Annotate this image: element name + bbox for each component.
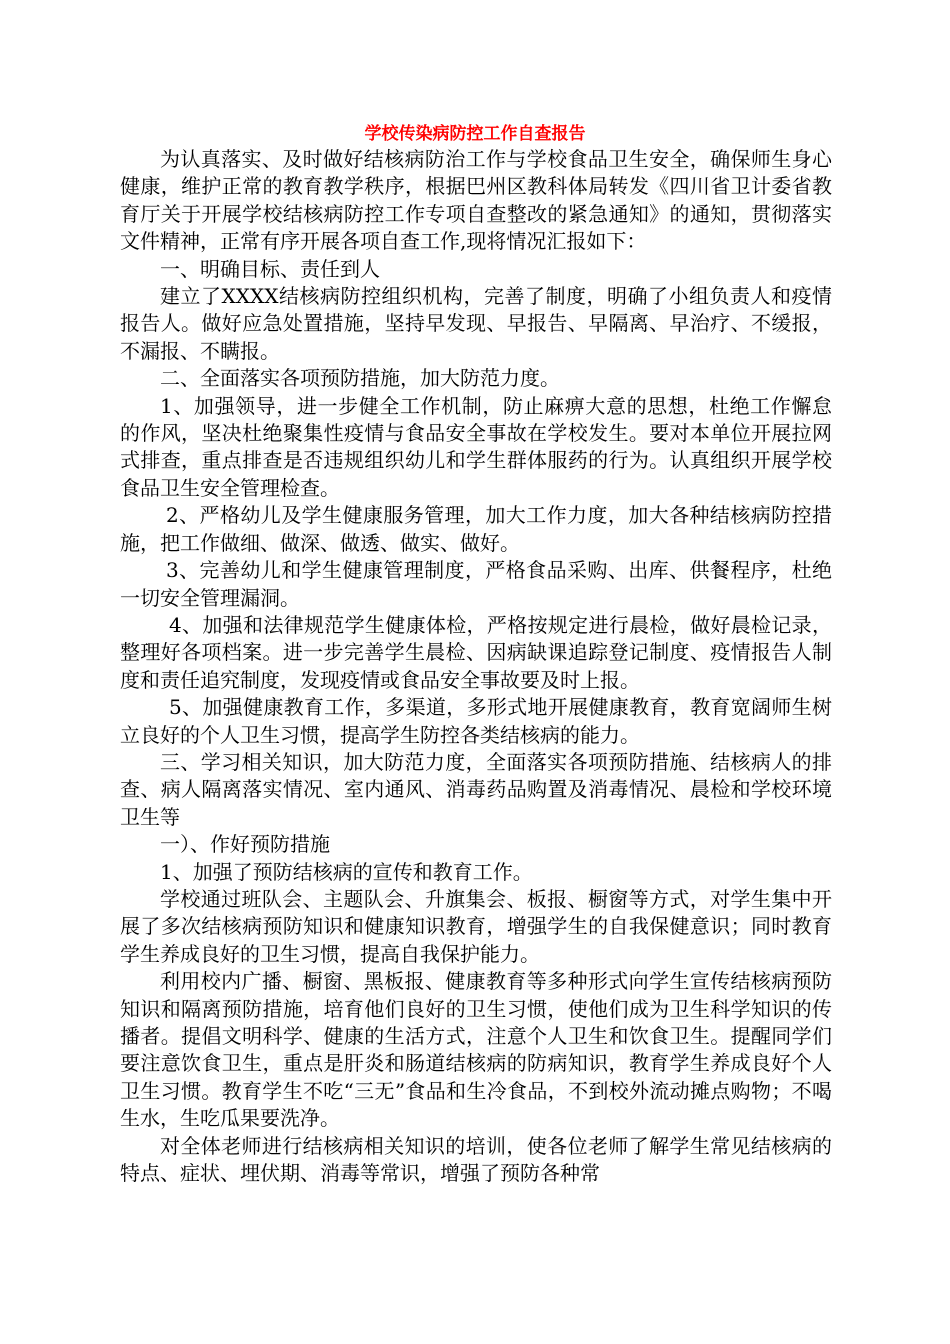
paragraph: 建立了XXXX结核病防控组织机构，完善了制度，明确了小组负责人和疫情报告人。做好应急处置措施，坚持早发现、早报告、早隔离、早治疗、不缓报，不漏报、不瞒报。: [120, 284, 832, 363]
document-body: [120, 146, 832, 1187]
list-item: 5、加强健康教育工作，多渠道，多形式地开展健康教育，教育宽阔师生树立良好的个人卫生习惯，提高学生防控各类结核病的能力。: [120, 695, 832, 747]
section-heading-3: 三、学习相关知识，加大防范力度，全面落实各项预防措施、结核病人的排查、病人隔离落实情况、室内通风、消毒药品购置及消毒情况、晨检和学校环境卫生等: [120, 749, 832, 829]
section-heading-1: 一、明确目标、责任到人: [160, 256, 380, 281]
list-item: 2、严格幼儿及学生健康服务管理，加大工作力度，加大各种结核病防控措施，把工作做细、做深、做透、做实、做好。: [120, 503, 832, 555]
paragraph-intro: 为认真落实、及时做好结核病防治工作与学校食品卫生安全，确保师生身心健康，维护正常的教育教学秩序，根据巴州区教科体局转发《四川省卫计委省教育厅关于开展学校结核病防控工作专项自查整改的紧急通知》的通知，贯彻落实文件精神，正常有序开展各项自查工作,现将情况汇报如下：: [120, 147, 832, 254]
paragraph: 利用校内广播、橱窗、黑板报、健康教育等多种形式向学生宣传结核病预防知识和隔离预防措施，培育他们良好的卫生习惯，使他们成为卫生科学知识的传播者。提倡文明科学、健康的生活方式，注意个人卫生和饮食卫生。提醒同学们要注意饮食卫生，重点是肝炎和肠道结核病的防病知识，教育学生养成良好个人卫生习惯。教育学生不吃“三无”食品和生冷食品，不到校外流动摊点购物；不喝生水，生吃瓜果要洗净。: [120, 969, 832, 1131]
list-item: 4、加强和法律规范学生健康体检，严格按规定进行晨检，做好晨检记录，整理好各项档案。进一步完善学生晨检、因病缺课追踪登记制度、疫情报告人制度和责任追究制度，发现疫情或食品安全事故要及时上报。: [120, 612, 832, 692]
list-item: 1、加强了预防结核病的宣传和教育工作。: [160, 859, 533, 884]
document-title: 学校传染病防控工作自查报告: [364, 124, 586, 144]
section-heading-2: 二、全面落实各项预防措施，加大防范力度。: [160, 366, 560, 391]
paragraph: 对全体老师进行结核病相关知识的培训，使各位老师了解学生常见结核病的特点、症状、埋伏期、消毒等常识，增强了预防各种常: [120, 1133, 832, 1186]
list-item: 1、加强领导，进一步健全工作机制，防止麻痹大意的思想，杜绝工作懈怠的作风，坚决杜绝聚集性疫情与食品安全事故在学校发生。要对本单位开展拉网式排查，重点排查是否违规组织幼儿和学生群体服药的行为。认真组织开展学校食品卫生安全管理检查。: [120, 393, 832, 500]
paragraph: 学校通过班队会、主题队会、升旗集会、板报、橱窗等方式，对学生集中开展了多次结核病预防知识和健康知识教育，增强学生的自我保健意识；同时教育学生养成良好的卫生习惯，提高自我保护能力。: [120, 886, 832, 966]
list-item: 3、完善幼儿和学生健康管理制度，严格食品采购、出库、供餐程序，杜绝一切安全管理漏洞。: [120, 558, 832, 610]
subsection-heading: 一）、作好预防措施: [160, 832, 330, 857]
